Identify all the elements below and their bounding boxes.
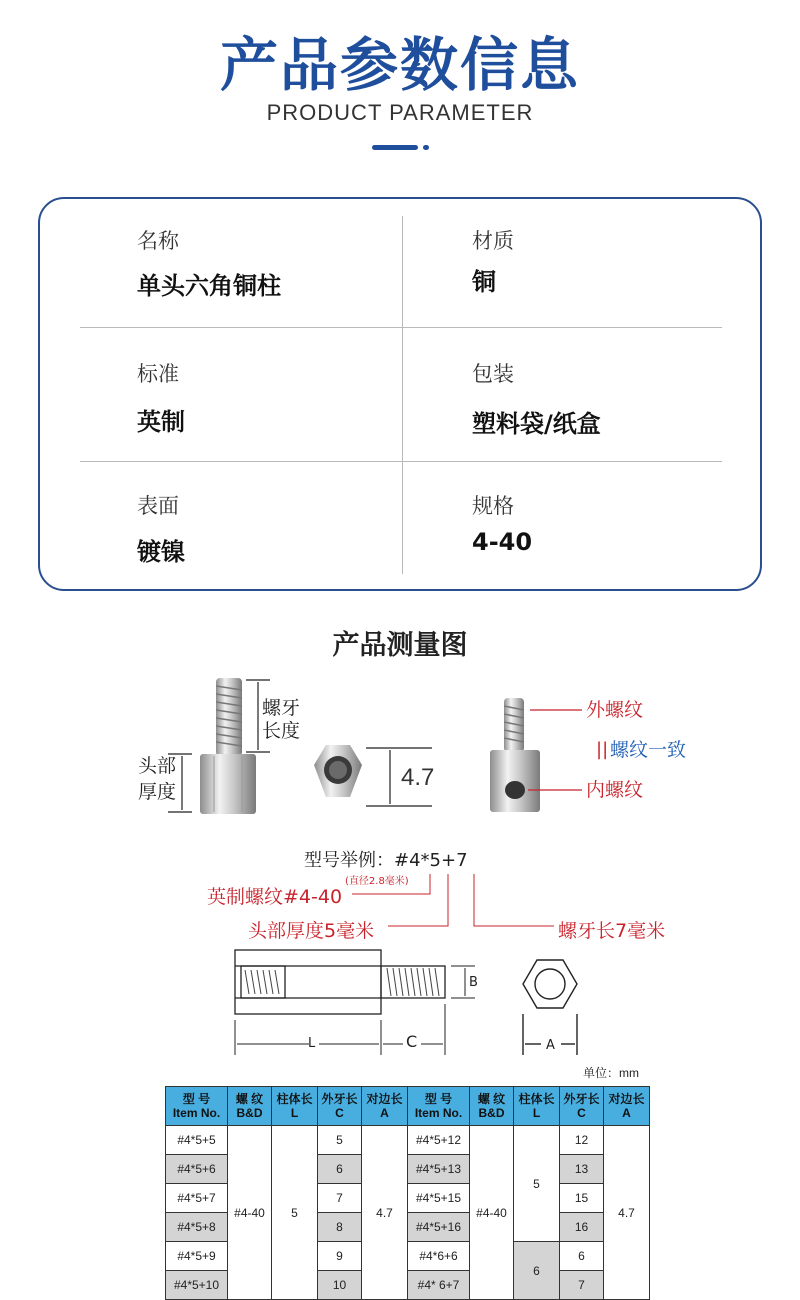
thread-length-cell: 9 (318, 1242, 362, 1271)
item-cell: #4*5+7 (166, 1184, 228, 1213)
param-label-spec: 规格 (472, 494, 514, 518)
thread-length-cell: 7 (560, 1271, 604, 1300)
thread-length-cell: 7 (318, 1184, 362, 1213)
param-value-name: 单头六角铜柱 (137, 272, 281, 300)
param-label-name: 名称 (137, 229, 179, 253)
model-example-label: 型号举例：#4*5+7 (304, 850, 468, 871)
head-thickness-note: 头部厚度5毫米 (248, 920, 375, 942)
page-subtitle: PRODUCT PARAMETER (266, 100, 534, 125)
body-length-cell: 5 (272, 1126, 318, 1300)
spec-table (165, 1086, 650, 1300)
item-cell: #4*5+12 (408, 1126, 470, 1155)
dim-label-l: L (308, 1036, 316, 1051)
param-label-package: 包装 (472, 362, 514, 386)
header-thread-length-2: 外牙长 C (560, 1087, 604, 1126)
param-value-package: 塑料袋/纸盒 (472, 410, 601, 438)
param-value-surface: 镀镍 (137, 538, 185, 566)
thread-length-cell: 6 (318, 1155, 362, 1184)
thread-length-cell: 16 (560, 1213, 604, 1242)
thread-note: 英制螺纹#4-40 (207, 886, 343, 908)
param-divider-v1 (402, 216, 403, 328)
thread-cell: #4-40 (228, 1126, 272, 1300)
model-leader-lines (350, 868, 570, 938)
thread-length-cell: 5 (318, 1126, 362, 1155)
header-thread-2: 螺 纹 B&D (470, 1087, 514, 1126)
hex-width-cell: 4.7 (362, 1126, 408, 1300)
param-value-spec: 4-40 (472, 528, 533, 556)
dim-label-b: B (469, 975, 478, 990)
outer-thread-label: 外螺纹 (586, 699, 644, 721)
header-body-length: 柱体长 L (272, 1087, 318, 1126)
title-underline (372, 145, 418, 150)
table-header-row (166, 1087, 650, 1126)
body-length-cell: 6 (514, 1242, 560, 1300)
param-value-standard: 英制 (137, 408, 185, 436)
thread-length-label-1: 螺牙 (262, 697, 301, 719)
dim-label-c: C (406, 1032, 418, 1051)
item-cell: #4*5+6 (166, 1155, 228, 1184)
param-divider-v3 (402, 462, 403, 574)
header-thread: 螺 纹 B&D (228, 1087, 272, 1126)
thread-length-cell: 8 (318, 1213, 362, 1242)
item-cell: #4* 6+7 (408, 1271, 470, 1300)
page-title: 产品参数信息 (219, 31, 580, 99)
param-value-material: 铜 (472, 268, 496, 296)
standoff-side-photo (200, 678, 256, 814)
param-label-standard: 标准 (137, 362, 179, 386)
param-label-material: 材质 (472, 229, 514, 253)
item-cell: #4*5+8 (166, 1213, 228, 1242)
header-item-no-2: 型 号 Item No. (408, 1087, 470, 1126)
diameter-note: (直径2.8毫米) (345, 876, 409, 887)
standoff-top-photo (314, 745, 362, 797)
thread-length-cell: 15 (560, 1184, 604, 1213)
hex-width-value: 4.7 (401, 764, 435, 791)
head-thickness-label-1: 头部 (138, 755, 177, 777)
header-hex-width-2: 对边长 A (604, 1087, 650, 1126)
head-thickness-label-2: 厚度 (138, 781, 177, 803)
thread-match-label: 螺纹一致 (610, 739, 687, 761)
item-cell: #4*6+6 (408, 1242, 470, 1271)
param-divider-h1 (80, 327, 722, 328)
item-cell: #4*5+15 (408, 1184, 470, 1213)
body-length-cell: 5 (514, 1126, 560, 1242)
thread-length-cell: 6 (560, 1242, 604, 1271)
match-marker: || (596, 739, 609, 760)
inner-thread-label: 内螺纹 (586, 779, 644, 801)
header-hex-width: 对边长 A (362, 1087, 408, 1126)
thread-length-cell: 13 (560, 1155, 604, 1184)
thread-length-note: 螺牙长7毫米 (558, 920, 666, 942)
item-cell: #4*5+5 (166, 1126, 228, 1155)
thread-length-label-2: 长度 (262, 720, 301, 742)
title-underline-dot (423, 145, 429, 150)
thread-length-cell: 10 (318, 1271, 362, 1300)
item-cell: #4*5+16 (408, 1213, 470, 1242)
standoff-angle-photo (490, 698, 540, 812)
thread-length-cell: 12 (560, 1126, 604, 1155)
unit-label: 单位：mm (583, 1066, 639, 1080)
item-cell: #4*5+13 (408, 1155, 470, 1184)
hex-width-cell: 4.7 (604, 1126, 650, 1300)
table-row (166, 1126, 650, 1155)
item-cell: #4*5+9 (166, 1242, 228, 1271)
thread-cell: #4-40 (470, 1126, 514, 1300)
item-cell: #4*5+10 (166, 1271, 228, 1300)
dim-label-a: A (546, 1038, 555, 1053)
param-divider-v2 (402, 328, 403, 462)
measure-title: 产品测量图 (332, 630, 468, 661)
header-thread-length: 外牙长 C (318, 1087, 362, 1126)
header-item-no: 型 号 Item No. (166, 1087, 228, 1126)
param-divider-h2 (80, 461, 722, 462)
header-body-length-2: 柱体长 L (514, 1087, 560, 1126)
param-label-surface: 表面 (137, 494, 179, 518)
